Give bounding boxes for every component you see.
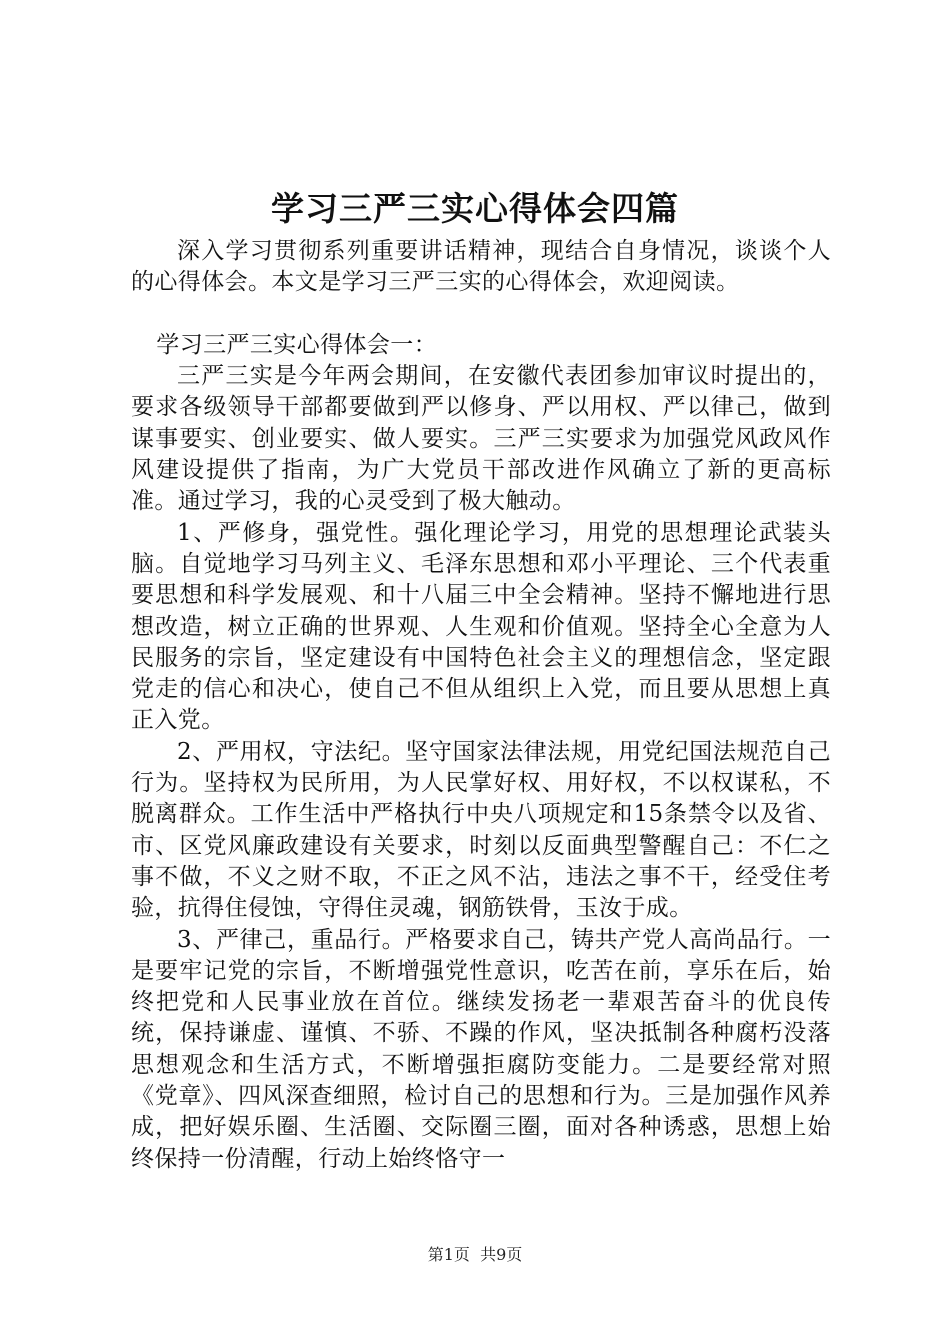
body-paragraph: 三严三实是今年两会期间，在安徽代表团参加审议时提出的，要求各级领导干部都要做到严以修身、严以用权、严以律己，做到谋事要实、创业要实、做人要实。三严三实要求为加强党风政风作风建设提供了指南，为广大党员干部改进作风确立了新的更高标准。通过学习，我的心灵受到了极大触动。	[131, 363, 831, 515]
document-body	[131, 236, 831, 1175]
body-paragraph: 3、严律己，重品行。严格要求自己，铸共产党人高尚品行。一是要牢记党的宗旨，不断增强党性意识，吃苦在前，享乐在后，始终把党和人民事业放在首位。继续发扬老一辈艰苦奋斗的优良传统，保持谦虚、谨慎、不骄、不躁的作风，坚决抵制各种腐朽没落思想观念和生活方式，不断增强拒腐防变能力。二是要经常对照《党章》、四风深查细照，检讨自己的思想和行为。三是加强作风养成，把好娱乐圈、生活圈、交际圈三圈，面对各种诱惑，思想上始终保持一份清醒，行动上始终恪守一	[131, 926, 831, 1172]
document-title: 学习三严三实心得体会四篇	[271, 189, 679, 228]
page-total: 共9页	[480, 1245, 523, 1264]
paragraph-spacer	[131, 299, 831, 330]
page-footer	[0, 1245, 950, 1265]
intro-paragraph: 深入学习贯彻系列重要讲话精神，现结合自身情况，谈谈个人的心得体会。本文是学习三严三实的心得体会，欢迎阅读。	[131, 238, 831, 296]
body-paragraph: 2、严用权，守法纪。坚守国家法律法规，用党纪国法规范自己行为。坚持权为民所用，为人民掌好权、用好权，不以权谋私，不脱离群众。工作生活中严格执行中央八项规定和15条禁令以及省、市、区党风廉政建设有关要求，时刻以反面典型警醒自己：不仁之事不做，不义之财不取，不正之风不沾，违法之事不干，经受住考验，抗得住侵蚀，守得住灵魂，钢筋铁骨，玉汝于成。	[131, 738, 831, 922]
page-number: 第1页	[427, 1245, 470, 1264]
section-heading: 学习三严三实心得体会一：	[156, 331, 438, 358]
body-paragraph: 1、严修身，强党性。强化理论学习，用党的思想理论武装头脑。自觉地学习马列主义、毛泽东思想和邓小平理论、三个代表重要思想和科学发展观、和十八届三中全会精神。坚持不懈地进行思想改造，树立正确的世界观、人生观和价值观。坚持全心全意为人民服务的宗旨，坚定建设有中国特色社会主义的理想信念，坚定跟党走的信心和决心，使自己不但从组织上入党，而且要从思想上真正入党。	[131, 519, 831, 734]
